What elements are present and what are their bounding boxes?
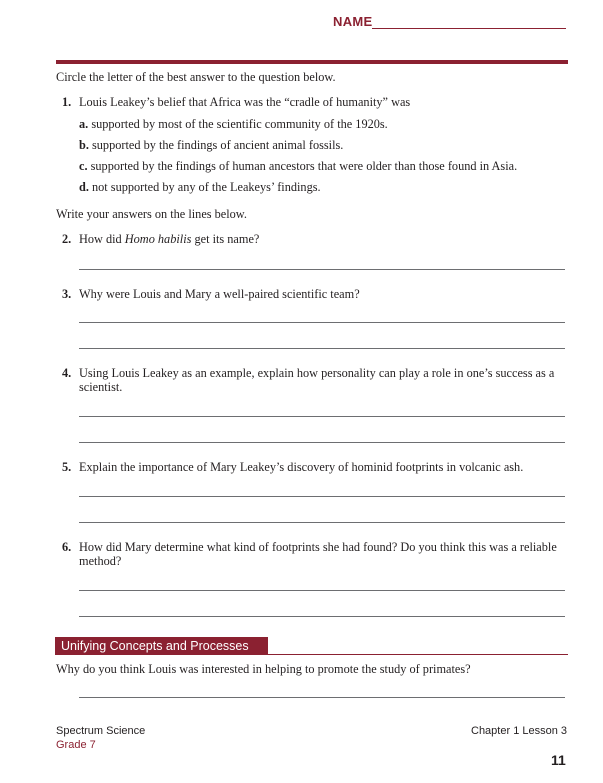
option-c-text: supported by the findings of human ancestors that were older than those found in Asia.	[90, 159, 518, 173]
question-1-text: Louis Leakey’s belief that Africa was the “cradle of humanity” was	[79, 95, 411, 109]
option-d-text: not supported by any of the Leakeys’ findings.	[92, 180, 321, 194]
footer-book: Spectrum Science	[56, 725, 146, 737]
answer-line-6a[interactable]	[79, 590, 565, 591]
option-b-text: supported by the findings of ancient animal fossils.	[92, 138, 344, 152]
question-1-number: 1.	[62, 95, 72, 109]
name-label: NAME	[333, 14, 373, 29]
section-question: Why do you think Louis was interested in helping to promote the study of primates?	[56, 662, 471, 676]
name-write-line[interactable]	[372, 28, 566, 29]
answer-line-4b[interactable]	[79, 442, 565, 443]
answer-line-6b[interactable]	[79, 616, 565, 617]
answer-line-4a[interactable]	[79, 416, 565, 417]
question-5-text: Explain the importance of Mary Leakey’s discovery of hominid footprints in volcanic ash.	[79, 460, 524, 474]
question-6-text: How did Mary determine what kind of footprints she had found? Do you think this was a reliable method?	[79, 540, 557, 568]
answer-line-section[interactable]	[79, 697, 565, 698]
question-3-number: 3.	[62, 287, 72, 301]
option-d[interactable]	[79, 180, 321, 194]
section-title: Unifying Concepts and Processes	[55, 637, 268, 655]
option-c-letter: c.	[79, 159, 88, 173]
question-4-number: 4.	[62, 366, 72, 380]
instruction-circle: Circle the letter of the best answer to the question below.	[56, 70, 336, 84]
answer-line-3a[interactable]	[79, 322, 565, 323]
option-b-letter: b.	[79, 138, 89, 152]
option-a-letter: a.	[79, 117, 89, 131]
answer-line-5a[interactable]	[79, 496, 565, 497]
question-2-text-before: How did	[79, 232, 125, 246]
question-2-text	[79, 232, 259, 246]
footer-chapter: Chapter 1 Lesson 3	[471, 725, 568, 737]
option-c[interactable]	[79, 159, 517, 173]
option-b[interactable]	[79, 138, 343, 152]
question-5-number: 5.	[62, 460, 72, 474]
question-2-number: 2.	[62, 232, 72, 246]
question-2-text-after: get its name?	[191, 232, 260, 246]
option-a-text: supported by most of the scientific community of the 1920s.	[91, 117, 388, 131]
question-2-text-italic: Homo habilis	[124, 232, 192, 246]
question-4-text: Using Louis Leakey as an example, explain how personality can play a role in one’s success as a scientist.	[79, 366, 555, 394]
instruction-write: Write your answers on the lines below.	[56, 207, 247, 221]
answer-line-2a[interactable]	[79, 269, 565, 270]
option-d-letter: d.	[79, 180, 89, 194]
question-6-number: 6.	[62, 540, 72, 554]
option-a[interactable]	[79, 117, 388, 131]
section-rule	[268, 654, 568, 655]
answer-line-3b[interactable]	[79, 348, 565, 349]
page-number: 11	[551, 752, 566, 768]
question-3-text: Why were Louis and Mary a well-paired scientific team?	[79, 287, 360, 301]
header-rule	[56, 60, 568, 64]
footer-grade: Grade 7	[56, 739, 96, 751]
answer-line-5b[interactable]	[79, 522, 565, 523]
